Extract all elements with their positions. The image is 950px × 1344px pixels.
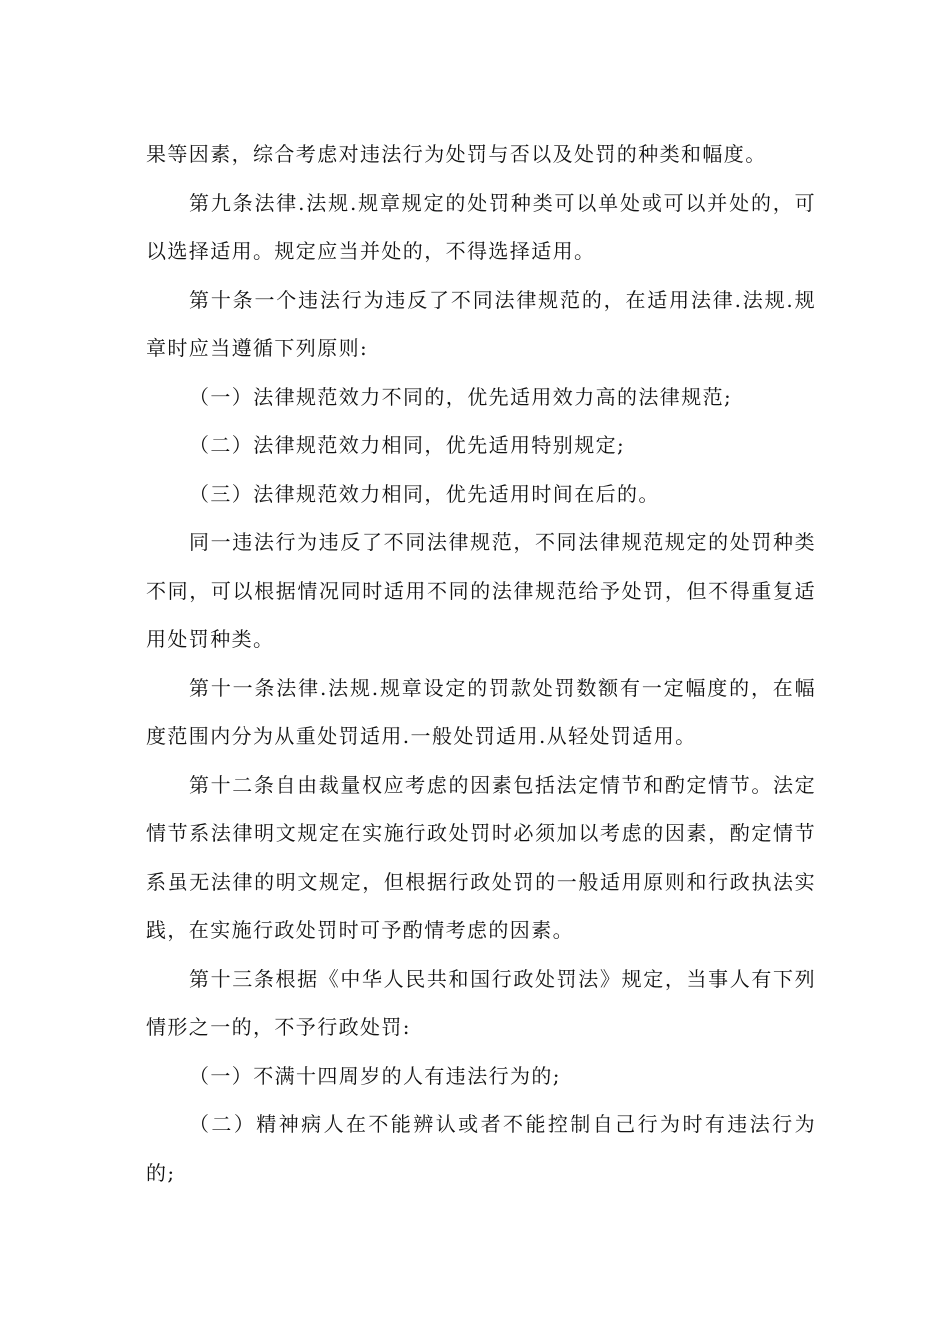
paragraph-article-12: 第十二条自由裁量权应考虑的因素包括法定情节和酌定情节。法定情节系法律明文规定在实施行政处罚时必须加以考虑的因素，酌定情节系虽无法律的明文规定，但根据行政处罚的一般适用原则和行政执法实践，在实施行政处罚时可予酌情考虑的因素。: [146, 772, 816, 942]
paragraph-article-10: 第十条一个违法行为违反了不同法律规范的，在适用法律.法规.规章时应当遵循下列原则:: [146, 287, 816, 360]
paragraph-article-11: 第十一条法律.法规.规章设定的罚款处罚数额有一定幅度的，在幅度范围内分为从重处罚适用.一般处罚适用.从轻处罚适用。: [146, 675, 816, 748]
paragraph-continuation: 果等因素，综合考虑对违法行为处罚与否以及处罚的种类和幅度。: [146, 142, 767, 166]
article-10-item-2: （二）法律规范效力相同，优先适用特别规定;: [189, 433, 626, 457]
document-body: [146, 130, 816, 1197]
paragraph-article-10-supplement: 同一违法行为违反了不同法律规范，不同法律规范规定的处罚种类不同，可以根据情况同时适用不同的法律规范给予处罚，但不得重复适用处罚种类。: [146, 530, 816, 651]
paragraph-article-9: 第九条法律.法规.规章规定的处罚种类可以单处或可以并处的，可以选择适用。规定应当并处的，不得选择适用。: [146, 190, 816, 263]
article-13-item-1: （一）不满十四周岁的人有违法行为的;: [189, 1063, 561, 1088]
article-10-item-3: （三）法律规范效力相同，优先适用时间在后的。: [189, 481, 660, 506]
paragraph-article-13: 第十三条根据《中华人民共和国行政处罚法》规定，当事人有下列情形之一的，不予行政处罚:: [146, 966, 816, 1039]
article-13-item-2: （二）精神病人在不能辨认或者不能控制自己行为时有违法行为的;: [146, 1112, 816, 1185]
article-10-item-1: （一）法律规范效力不同的，优先适用效力高的法律规范;: [189, 384, 733, 409]
